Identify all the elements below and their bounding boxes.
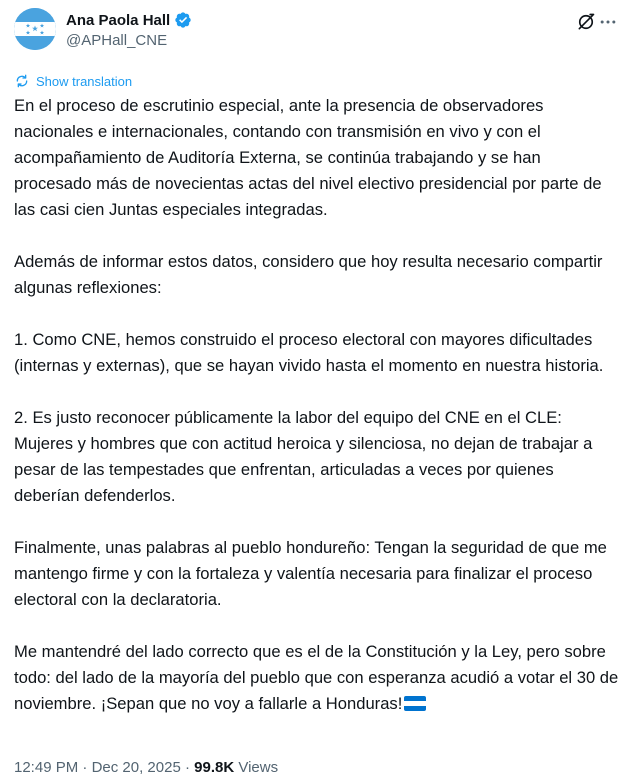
tweet-paragraph: Finalmente, unas palabras al pueblo hondureño: Tengan la seguridad de que me mantengo firme y con la fortaleza y valentía necesaria para finalizar el proceso electoral con la declaratoria. [14, 538, 607, 609]
tweet-paragraph: 2. Es justo reconocer públicamente la labor del equipo del CNE en el CLE: Mujeres y hombres que con actitud heroica y silenciosa, no dejan de trabajar a pesar de las tempestades que enfrentan, articuladas a veces por quienes deberían defenderlos. [14, 408, 593, 505]
tweet-text [14, 93, 622, 717]
tweet-paragraph-last [14, 639, 622, 717]
avatar[interactable] [14, 8, 56, 50]
show-translation-link[interactable]: Show translation [36, 73, 133, 89]
views-label: Views [238, 759, 279, 776]
tweet-paragraph: En el proceso de escrutinio especial, ante la presencia de observadores nacionales e internacionales, contando con transmisión en vivo y con el acompañamiento de Auditoría Externa, se continúa trabajando y se han procesado más de novecientas actas del nivel electivo presidencial por parte de las casi cien Juntas especiales integradas. [14, 96, 602, 219]
display-name[interactable]: Ana Paola Hall [66, 11, 171, 29]
tweet-header [14, 8, 614, 52]
grok-icon[interactable] [576, 12, 596, 32]
tweet-paragraph: 1. Como CNE, hemos construido el proceso electoral con mayores dificultades (internas y externas), que se hayan vivido hasta el momento en nuestra historia. [14, 330, 604, 375]
translation-row [14, 72, 132, 90]
honduras-flag-emoji-icon [404, 696, 426, 711]
tweet-paragraph: Además de informar estos datos, considero que hoy resulta necesario compartir algunas reflexiones: [14, 252, 603, 297]
tweet-paragraph-text: Me mantendré del lado correcto que es el de la Constitución y la Ley, pero sobre todo: del lado de la mayoría del pueblo que con esperanza acudió a votar el 30 de noviembre. ¡Sepan que no voy a fallarle a Honduras! [14, 642, 619, 713]
author-names [66, 10, 192, 49]
author-handle[interactable]: @APHall_CNE [66, 32, 168, 49]
tweet-date[interactable]: Dec 20, 2025 [91, 759, 181, 776]
tweet-time[interactable]: 12:49 PM [14, 759, 79, 776]
more-icon[interactable] [598, 12, 618, 32]
tweet-meta [14, 758, 278, 778]
meta-separator: · [82, 759, 88, 776]
display-name-row [66, 10, 192, 30]
meta-separator: · [184, 759, 190, 776]
verified-badge-icon[interactable] [174, 11, 192, 29]
translate-icon [14, 73, 30, 89]
honduras-flag-avatar-icon [14, 8, 56, 50]
views-count[interactable]: 99.8K [194, 759, 235, 776]
